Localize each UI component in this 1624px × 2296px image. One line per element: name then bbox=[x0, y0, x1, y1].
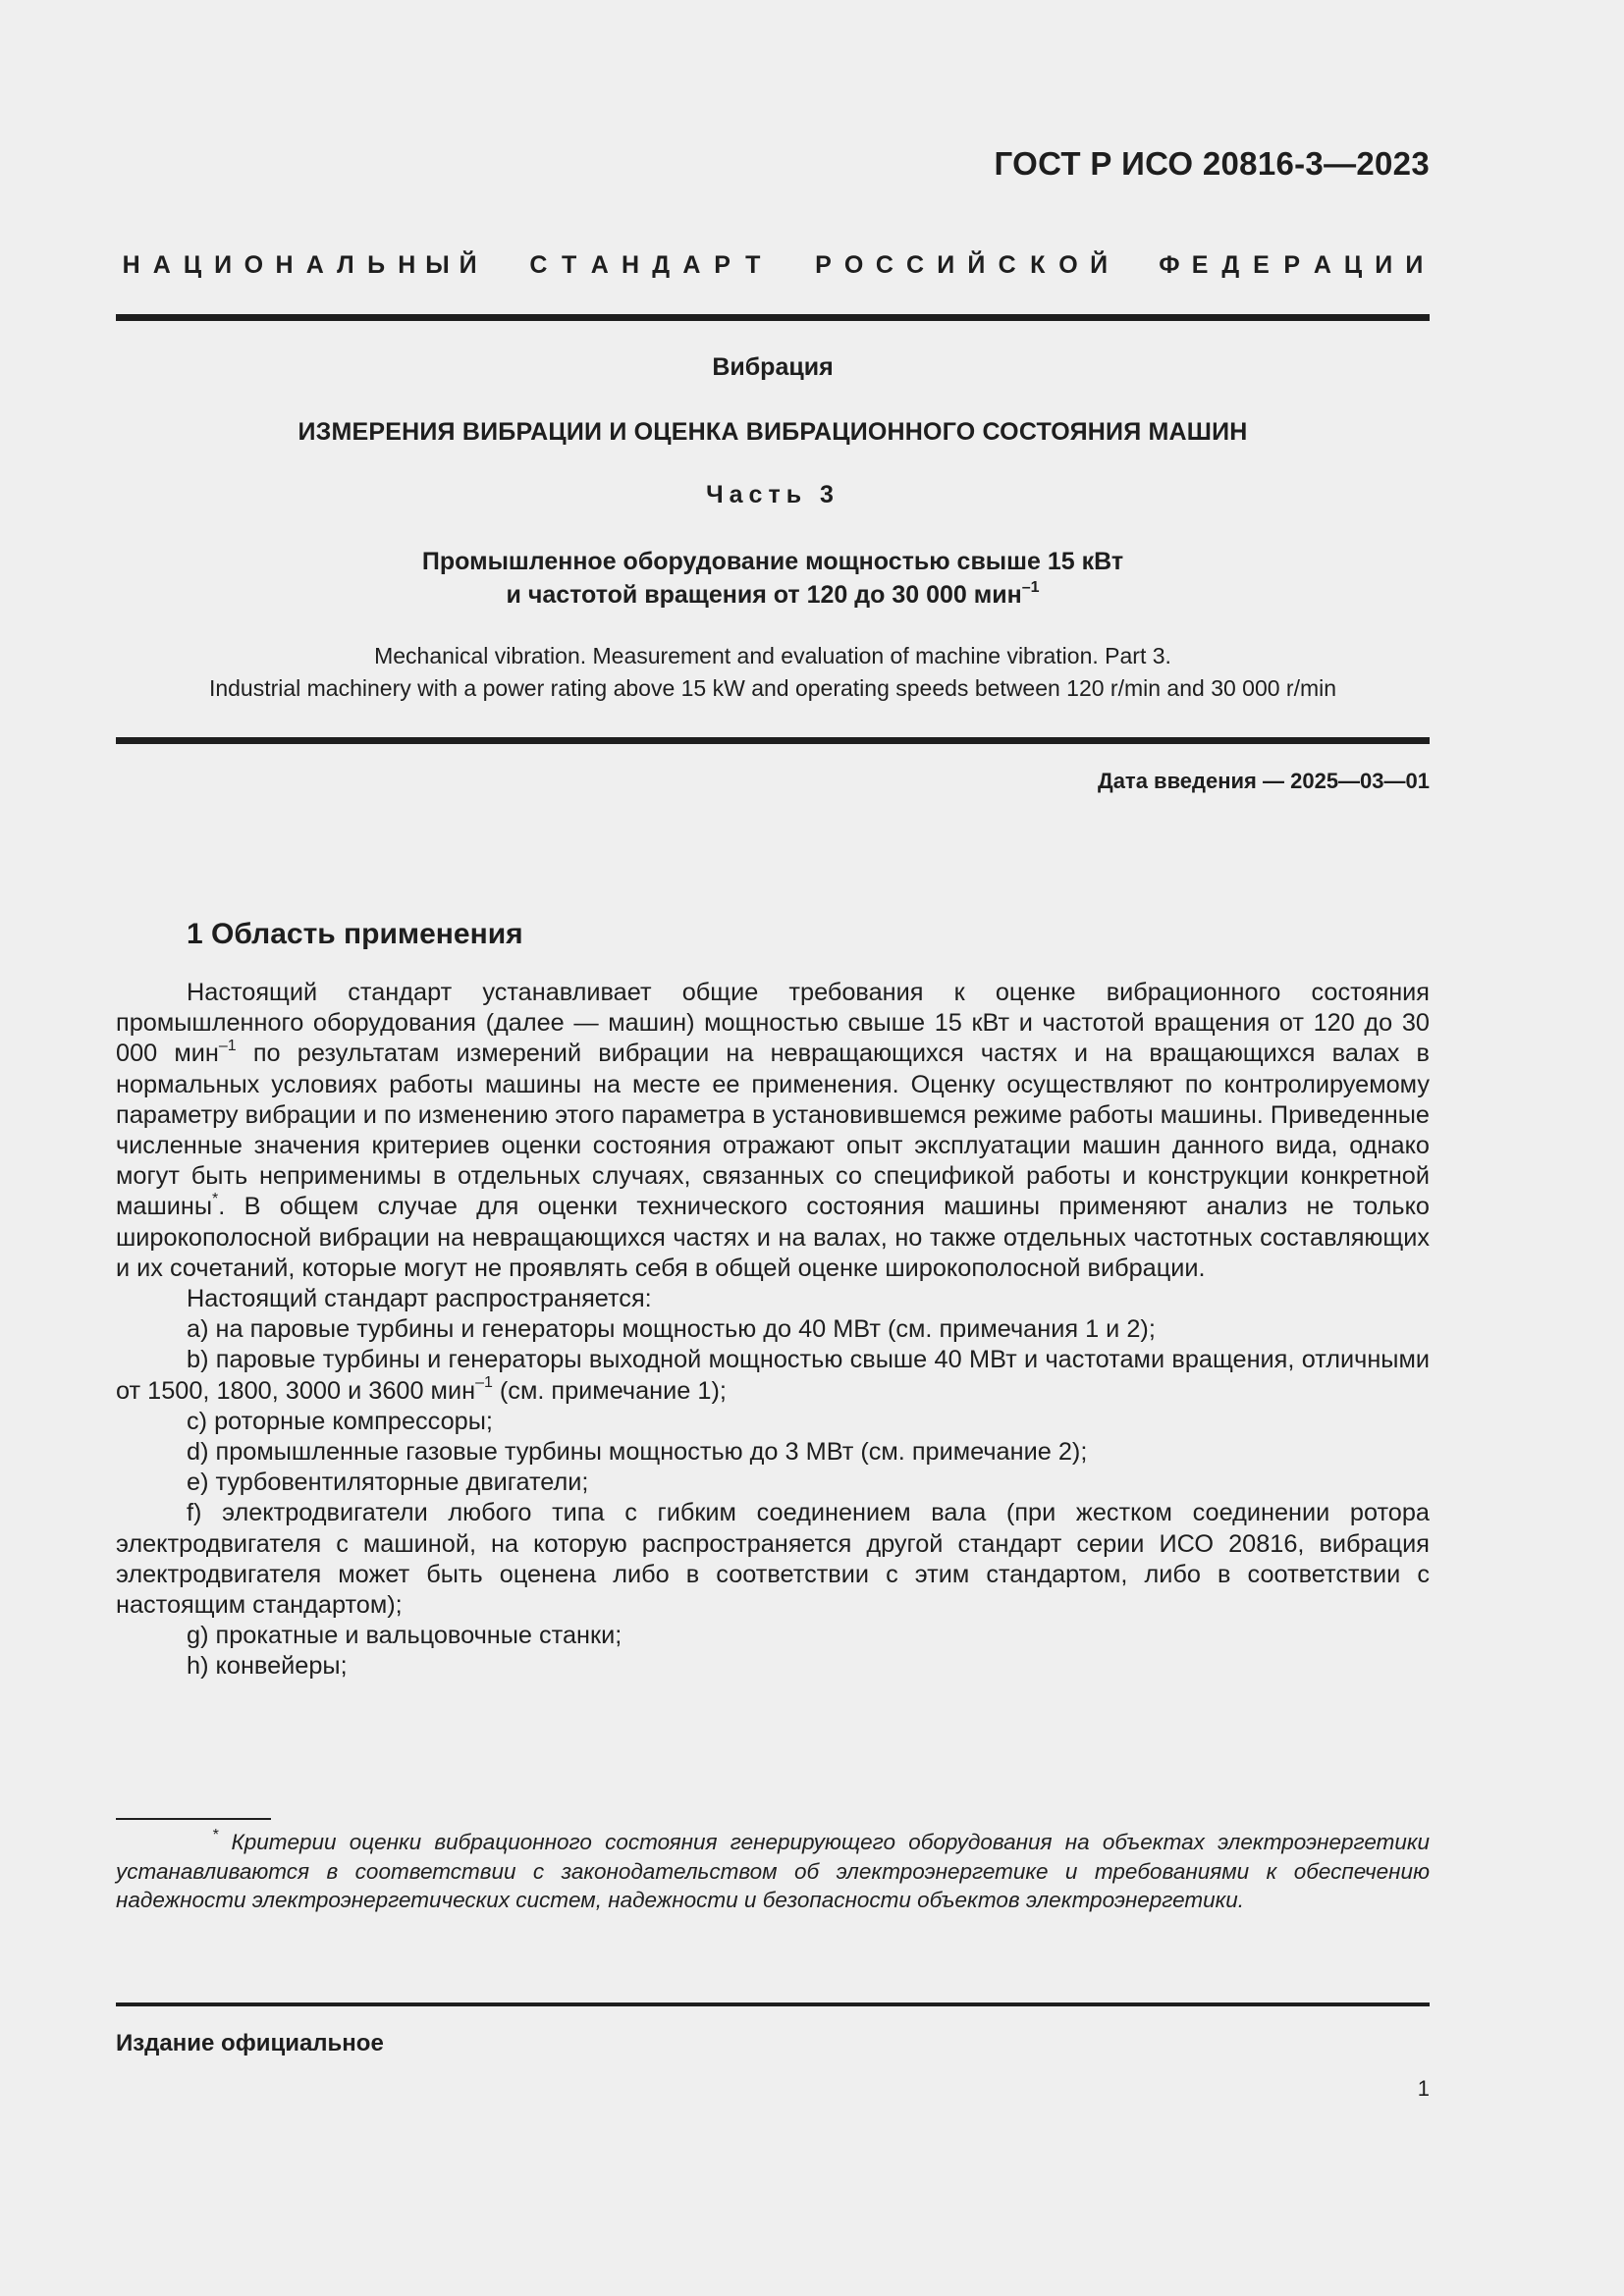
banner-letter: А bbox=[1313, 251, 1331, 279]
banner-letter: Й bbox=[459, 251, 477, 279]
title-main: ИЗМЕРЕНИЯ ВИБРАЦИИ И ОЦЕНКА ВИБРАЦИОННОГО СОСТОЯНИЯ МАШИН bbox=[298, 418, 1248, 446]
banner-letter: Н bbox=[122, 251, 140, 279]
banner-letter: И bbox=[1405, 251, 1424, 279]
banner-letter: Т bbox=[745, 251, 761, 279]
banner-letter: Д bbox=[652, 251, 671, 279]
introduction-date: Дата введения — 2025—03—01 bbox=[1098, 769, 1430, 793]
banner-letter: Ы bbox=[425, 251, 450, 279]
banner-letter: И bbox=[937, 251, 955, 279]
list-item-h: h) конвейеры; bbox=[187, 1652, 348, 1681]
banner-letter: Й bbox=[967, 251, 986, 279]
title-part: Часть 3 bbox=[706, 481, 839, 508]
banner-letter: Ц bbox=[183, 251, 202, 279]
banner-letter: Р bbox=[815, 251, 832, 279]
section-body bbox=[116, 978, 1430, 1682]
banner-letter: Ф bbox=[1159, 251, 1180, 279]
banner-letter: Н bbox=[398, 251, 416, 279]
list-item-f: f) электродвигатели любого типа с гибким соединением вала (при жестком соединении ротора электродвигателя с машиной, на которую распространяется другой стандарт серии ИСО 20816, вибрация электродвигателя может быть оценена либо в соответствии с этим стандартом, либо в соответствии с настоящим стандартом); bbox=[116, 1499, 1430, 1620]
list-item-b: b) паровые турбины и генераторы выходной мощностью свыше 40 МВт и частотами вращения, отличными от 1500, 1800, 3000 и 3600 мин$^{-1}$ (см. примечание 1); bbox=[116, 1346, 1430, 1405]
footnote: * Критерии оценки вибрационного состояния генерирующего оборудования на объектах электроэнергетики устанавливаются в соответствии с законодательством об электроэнергетике и требованиями к обеспечению надежности электроэнергетических систем, надежности и безопасности объектов электроэнергетики. bbox=[116, 1826, 1430, 1912]
banner-word-2 bbox=[523, 251, 769, 280]
banner-letter: А bbox=[590, 251, 609, 279]
list-item-e: e) турбовентиляторные двигатели; bbox=[187, 1468, 589, 1497]
banner-letter: А bbox=[152, 251, 171, 279]
banner-word-3 bbox=[808, 251, 1114, 280]
banner-letter: А bbox=[682, 251, 701, 279]
banner-letter: Л bbox=[337, 251, 354, 279]
banner-letter: И bbox=[214, 251, 233, 279]
subtitle-line-2: и частотой вращения от 120 до 30 000 мин$^{-1}$ bbox=[506, 578, 1040, 609]
footnote-mark: * bbox=[212, 1826, 219, 1843]
banner-letter: Ь bbox=[367, 251, 386, 279]
banner-letter: Й bbox=[1090, 251, 1109, 279]
list-item-g: g) прокатные и вальцовочные станки; bbox=[187, 1622, 623, 1650]
banner-letter: Р bbox=[1283, 251, 1300, 279]
list-item-c: c) роторные компрессоры; bbox=[187, 1407, 493, 1435]
banner-letter: И bbox=[1375, 251, 1393, 279]
title-topic: Вибрация bbox=[712, 353, 834, 381]
section-title: 1 Область применения bbox=[187, 918, 523, 950]
footnote-reference: * bbox=[212, 1191, 219, 1207]
banner-letter: Е bbox=[1191, 251, 1209, 279]
banner-word-1 bbox=[116, 251, 483, 280]
banner-letter: Д bbox=[1221, 251, 1240, 279]
banner-letter: Н bbox=[275, 251, 294, 279]
banner-letter: Р bbox=[714, 251, 731, 279]
footer-rule bbox=[116, 2002, 1430, 2006]
paragraph-2: Настоящий стандарт распространяется: bbox=[187, 1285, 652, 1313]
top-rule bbox=[116, 314, 1430, 321]
list-item-d: d) промышленные газовые турбины мощностью до 3 МВт (см. примечание 2); bbox=[187, 1438, 1088, 1467]
banner-letter: Ц bbox=[1343, 251, 1363, 279]
banner-letter: Е bbox=[1253, 251, 1270, 279]
document-code: ГОСТ Р ИСО 20816-3—2023 bbox=[994, 145, 1430, 182]
subtitle-line-1: Промышленное оборудование мощностью свыше 15 кВт bbox=[421, 548, 1124, 575]
list-item-a: a) на паровые турбины и генераторы мощностью до 40 МВт (см. примечания 1 и 2); bbox=[187, 1315, 1156, 1344]
banner-letter: С bbox=[529, 251, 548, 279]
banner-letter: Н bbox=[621, 251, 639, 279]
banner-letter: К bbox=[1030, 251, 1046, 279]
banner-letter: С bbox=[998, 251, 1016, 279]
banner-letter: О bbox=[843, 251, 864, 279]
english-line-1: Mechanical vibration. Measurement and evaluation of machine vibration. Part 3. bbox=[374, 643, 1171, 668]
banner-letter: С bbox=[875, 251, 893, 279]
national-standard-banner bbox=[116, 251, 1430, 280]
footnote-rule bbox=[116, 1818, 271, 1820]
banner-letter: О bbox=[1058, 251, 1078, 279]
paragraph-1: Настоящий стандарт устанавливает общие требования к оценке вибрационного состояния промышленного оборудования (далее — машин) мощностью свыше 15 кВт и частотой вращения от 120 до 30 000 мин$^{-1}$ по результатам измерений вибрации на невращающихся частях и на вращающихся валах в нормальных условиях работы машины на месте ее применения. Оценку осуществляют по контролируемому параметру вибрации и по изменению этого параметра в установившемся режиме работы машины. Приведенные численные значения критериев оценки состояния отражают опыт эксплуатации машин данного вида, однако могут быть неприменимы в отдельных случаях, связанных со спецификой работы и конструкции конкретной машины*. В общем случае для оценки технического состояния машины применяют анализ не только широкополосной вибрации на невращающихся частях и на валах, но также отдельных частотных составляющих и их сочетаний, которые могут не проявлять себя в общей оценке широкополосной вибрации. bbox=[116, 979, 1430, 1282]
title-subtitle bbox=[116, 545, 1430, 612]
banner-letter: Т bbox=[561, 251, 577, 279]
banner-word-4 bbox=[1154, 251, 1430, 280]
page-number: 1 bbox=[1417, 2076, 1430, 2101]
banner-letter: А bbox=[305, 251, 324, 279]
title-english bbox=[116, 640, 1430, 705]
title-bottom-rule bbox=[116, 737, 1430, 744]
official-edition-label: Издание официальное bbox=[116, 2030, 384, 2056]
banner-letter: О bbox=[244, 251, 264, 279]
english-line-2: Industrial machinery with a power rating above 15 kW and operating speeds between 120 r/min and 30 000 r/min bbox=[208, 675, 1337, 701]
banner-letter: С bbox=[906, 251, 925, 279]
